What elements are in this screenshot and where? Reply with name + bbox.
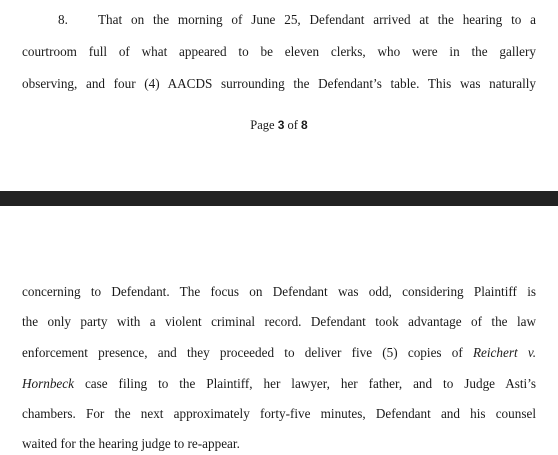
paragraph-continued-line-3	[22, 344, 536, 361]
paragraph-continued-line-1: concerning to Defendant. The focus on Defendant was odd, considering Plaintiff is	[22, 284, 536, 299]
paragraph-8-line-2: courtroom full of what appeared to be eleven clerks, who were in the gallery	[22, 44, 536, 59]
page-current-number: 3	[277, 118, 285, 132]
page-total-number: 8	[301, 118, 308, 132]
paragraph-8-line-3: observing, and four (4) AACDS surrounding the Defendant’s table. This was naturally	[22, 76, 536, 91]
document-page-lower	[0, 206, 558, 455]
paragraph-8-line-1	[22, 11, 536, 28]
paragraph-continued-line-6: waited for the hearing judge to re-appear.	[22, 436, 240, 451]
page-break-divider	[0, 191, 558, 206]
case-name-part-2: Hornbeck	[22, 376, 74, 391]
case-name-part-1: Reichert v.	[472, 345, 537, 360]
document-page-upper	[0, 0, 558, 191]
paragraph-text: That on the morning of June 25, Defendant arrived at the hearing to a	[98, 12, 536, 27]
page-of-label: of	[287, 118, 298, 132]
page-label: Page	[250, 118, 275, 132]
paragraph-number: 8.	[58, 12, 68, 27]
line-4-text: case filing to the Plaintiff, her lawyer, her father, and to Judge Asti’s	[84, 376, 536, 391]
line-3-text: enforcement presence, and they proceeded to deliver five (5) copies of	[22, 345, 463, 360]
paragraph-continued-line-2: the only party with a violent criminal record. Defendant took advantage of the law	[22, 314, 536, 329]
page-footer	[0, 117, 558, 133]
paragraph-continued-line-5: chambers. For the next approximately forty-five minutes, Defendant and his counsel	[22, 406, 536, 421]
paragraph-continued-line-4	[22, 375, 536, 392]
